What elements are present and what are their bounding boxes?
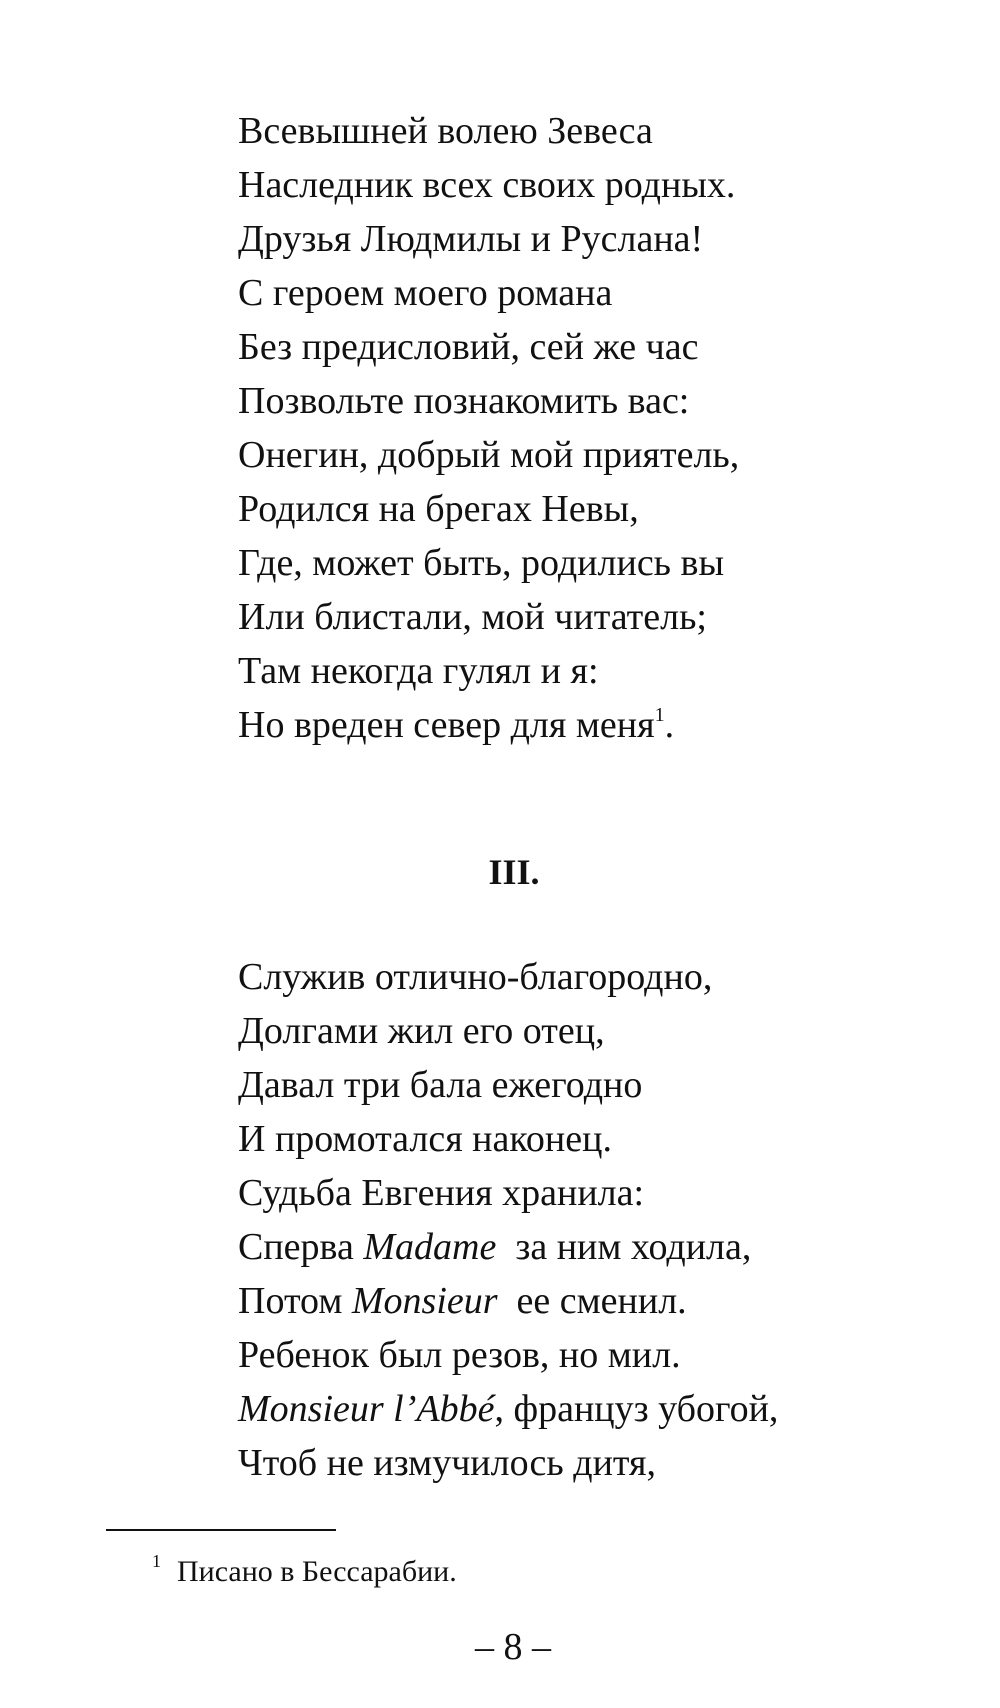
verse-text: ее сменил. [497, 1280, 687, 1322]
footnote-mark: 1 [152, 1551, 161, 1571]
verse-line: С героем моего романа [238, 272, 613, 314]
footnote-text: Писано в Бессарабии. [177, 1555, 457, 1588]
verse-line: Позвольте познакомить вас: [238, 380, 690, 422]
verse-line: Где, может быть, родились вы [238, 542, 724, 584]
verse-line-text: Но вреден север для меня [238, 704, 655, 746]
verse-line-end: . [664, 704, 675, 746]
verse-text: , француз убогой, [494, 1388, 779, 1430]
verse-line-with-footnote [238, 698, 739, 752]
verse-line: Родился на брегах Невы, [238, 488, 639, 530]
verse-line: Там некогда гулял и я: [238, 650, 599, 692]
verse-line-abbe [238, 1382, 778, 1436]
verse-line: Друзья Людмилы и Руслана! [238, 218, 704, 260]
verse-line-madame [238, 1220, 778, 1274]
verse-line: Чтоб не измучилось дитя, [238, 1442, 656, 1484]
page-number: – 8 – [475, 1626, 551, 1668]
verse-line: Онегин, добрый мой приятель, [238, 434, 740, 476]
verse-line: Без предисловий, сей же час [238, 326, 699, 368]
verse-line: Давал три бала ежегодно [238, 1064, 643, 1106]
footnote-reference[interactable]: 1 [654, 704, 665, 726]
stanza-heading: III. [488, 852, 540, 892]
verse-text: Сперва [238, 1226, 364, 1268]
stanza-2 [238, 104, 739, 752]
verse-text: Потом [238, 1280, 352, 1322]
verse-line: Всевышней волею Зевеса [238, 110, 653, 152]
verse-line: Судьба Евгения хранила: [238, 1172, 645, 1214]
italic-foreign-word: Monsieur l’Abbé [238, 1388, 495, 1430]
verse-line: Служив отлично-благородно, [238, 956, 713, 998]
italic-foreign-word: Monsieur [351, 1280, 498, 1322]
footnote [152, 1552, 457, 1592]
verse-line-monsieur [238, 1274, 778, 1328]
footnote-divider [106, 1529, 336, 1531]
verse-line: Или блистали, мой читатель; [238, 596, 707, 638]
verse-line: И промотался наконец. [238, 1118, 612, 1160]
verse-text: за ним ходила, [496, 1226, 752, 1268]
verse-line: Наследник всех своих родных. [238, 164, 736, 206]
italic-foreign-word: Madame [363, 1226, 497, 1268]
stanza-3 [238, 950, 778, 1490]
verse-line: Долгами жил его отец, [238, 1010, 605, 1052]
verse-line: Ребенок был резов, но мил. [238, 1334, 681, 1376]
